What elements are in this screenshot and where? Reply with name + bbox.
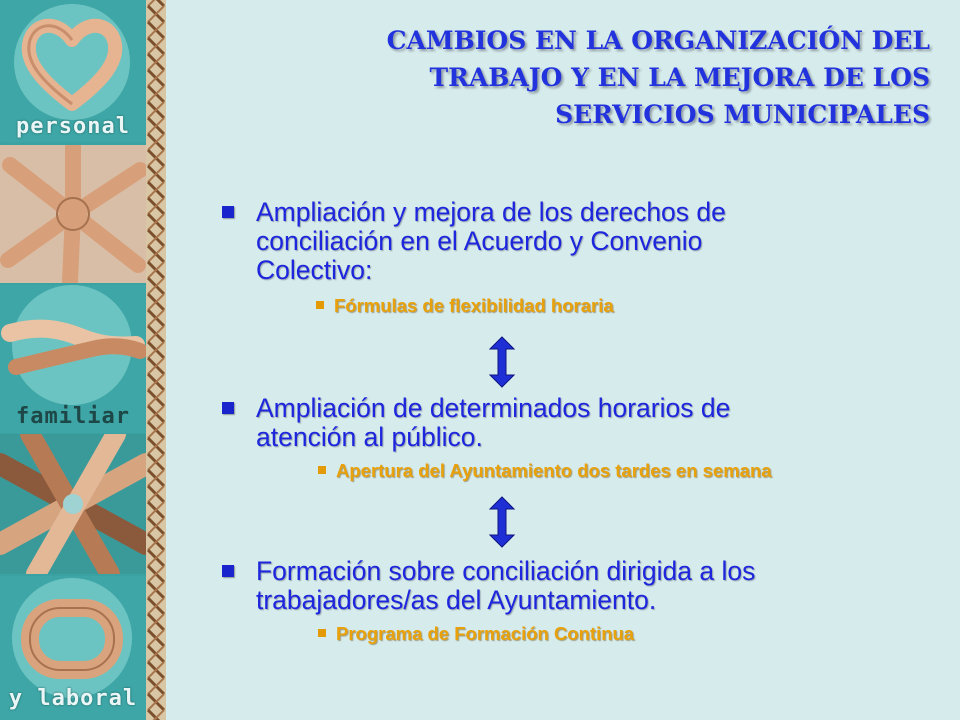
sub-bullet-text: Apertura del Ayuntamiento dos tardes en semana (336, 460, 772, 481)
sub-bullet-square-icon (318, 629, 326, 637)
bullet-item (222, 557, 942, 615)
sidebar-label-familiar: familiar (16, 404, 130, 429)
sub-bullet-item (318, 623, 938, 645)
double-arrow-icon (489, 496, 515, 548)
rope-pattern-icon (146, 0, 166, 720)
sub-bullet-text: Programa de Formación Continua (336, 623, 635, 644)
sub-bullet-item (318, 460, 938, 482)
title-line: SERVICIOS MUNICIPALES (555, 100, 930, 129)
joined-hands-panel (0, 145, 146, 283)
joined-hands-icon (0, 145, 146, 283)
slide-title (200, 22, 930, 133)
bullet-line: Ampliación de determinados horarios de (256, 393, 731, 423)
bullet-line: Ampliación y mejora de los derechos de (256, 197, 726, 227)
bullet-square-icon (222, 565, 234, 577)
bullet-line: trabajadores/as del Ayuntamiento. (256, 585, 657, 615)
bullet-item (222, 394, 942, 452)
linked-arms-icon (0, 434, 146, 574)
linked-arms-panel (0, 434, 146, 574)
double-arrow-icon (489, 336, 515, 388)
bullet-line: Colectivo: (256, 255, 373, 285)
rope-border (146, 0, 166, 720)
sidebar-strip (0, 0, 146, 720)
title-line: TRABAJO Y EN LA MEJORA DE LOS (429, 63, 930, 92)
bullet-item (222, 198, 942, 285)
title-line: CAMBIOS EN LA ORGANIZACIÓN DEL (386, 26, 930, 55)
sub-bullet-item (316, 295, 936, 317)
bullet-square-icon (222, 402, 234, 414)
sub-bullet-square-icon (318, 466, 326, 474)
bullet-line: conciliación en el Acuerdo y Convenio (256, 226, 703, 256)
bullet-line: Formación sobre conciliación dirigida a los (256, 556, 756, 586)
bullet-line: atención al público. (256, 422, 483, 452)
bullet-square-icon (222, 206, 234, 218)
sidebar-label-laboral: y laboral (8, 686, 138, 711)
sub-bullet-text: Fórmulas de flexibilidad horaria (334, 295, 614, 316)
sidebar-label-personal: personal (16, 114, 130, 139)
sub-bullet-square-icon (316, 301, 324, 309)
